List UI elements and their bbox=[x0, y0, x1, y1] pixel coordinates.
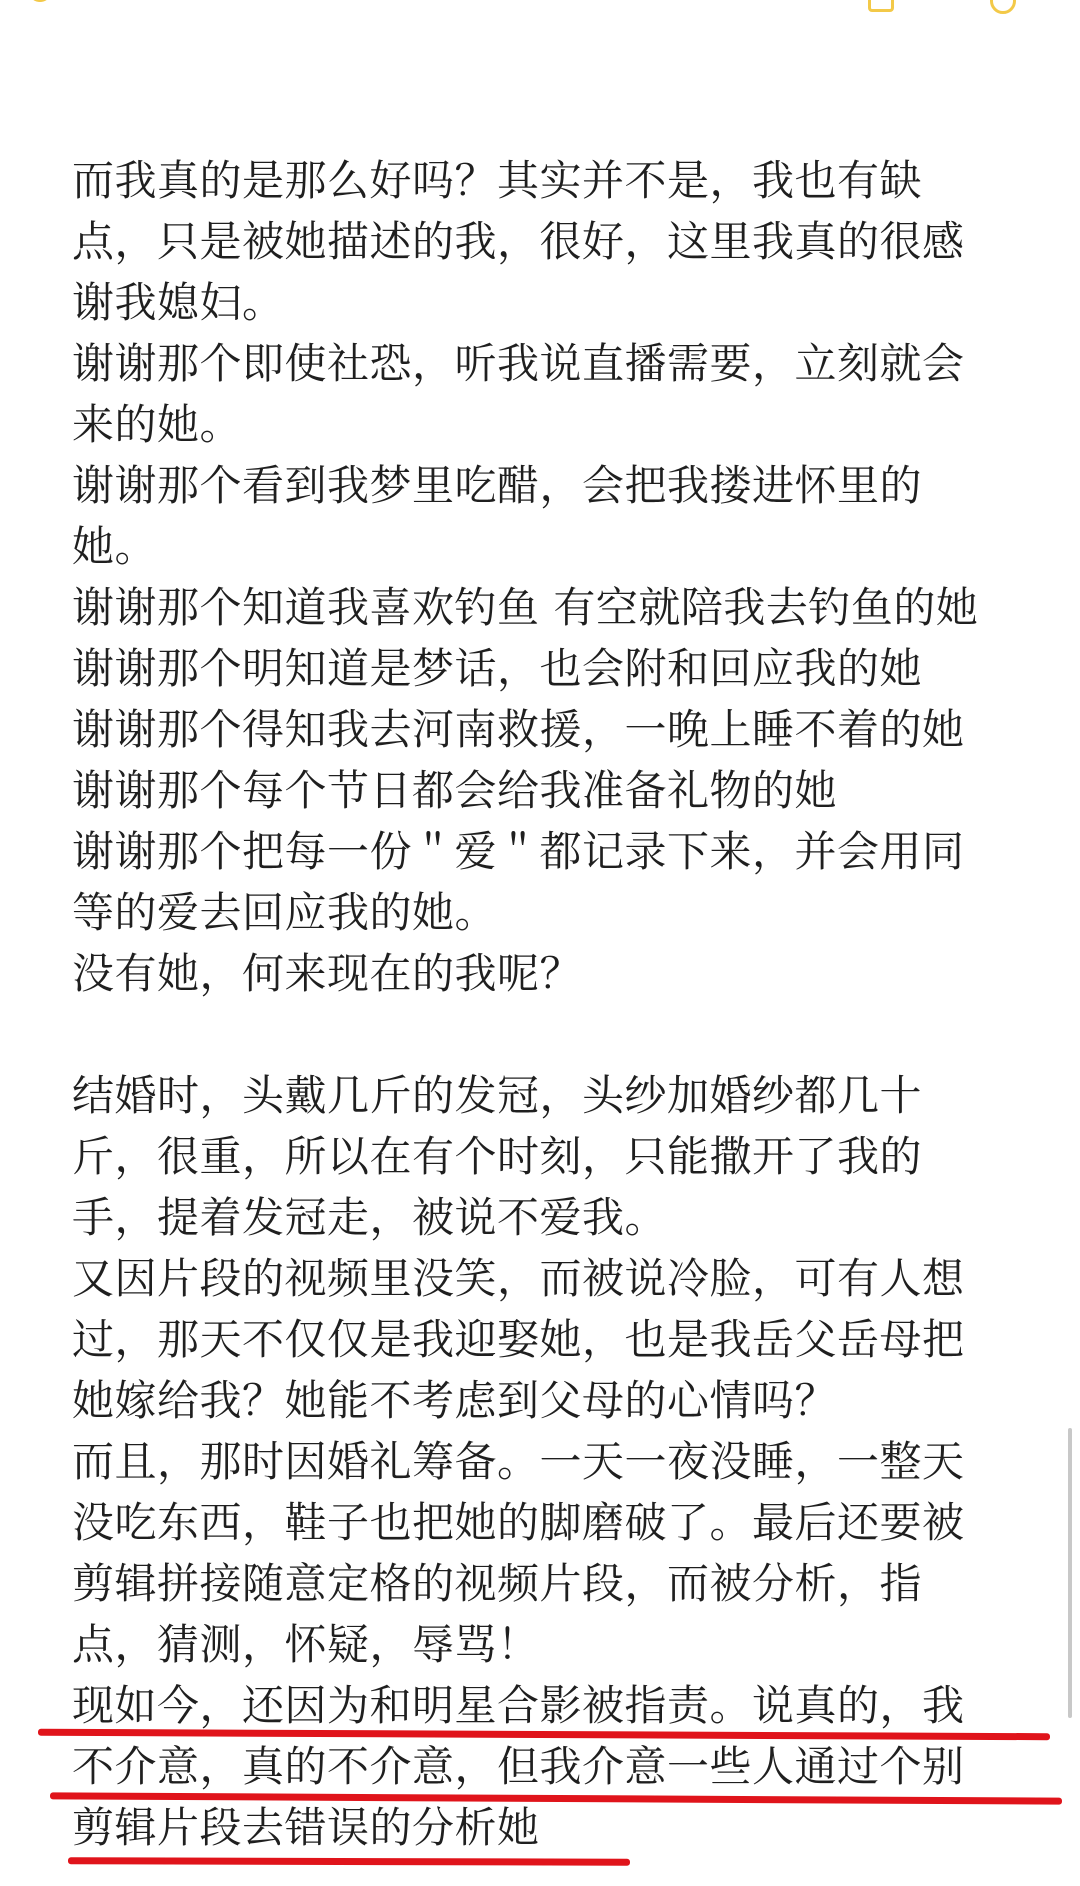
text-line: 过，那天不仅仅是我迎娶她，也是我岳父岳母把 bbox=[72, 1315, 965, 1364]
text-line: 来的她。 bbox=[72, 400, 243, 449]
text-line: 斤，很重，所以在有个时刻，只能撒开了我的 bbox=[72, 1132, 923, 1181]
text-line: 结婚时，头戴几斤的发冠，头纱加婚纱都几十 bbox=[72, 1071, 923, 1120]
text-line: 点，只是被她描述的我，很好，这里我真的很感 bbox=[72, 217, 965, 266]
text-line: 剪辑片段去错误的分析她 bbox=[72, 1803, 540, 1852]
text-line: 谢谢那个看到我梦里吃醋，会把我搂进怀里的 bbox=[72, 461, 923, 510]
text-line: 现如今，还因为和明星合影被指责。说真的，我 bbox=[72, 1681, 965, 1730]
text-line: 没有她，何来现在的我呢？ bbox=[72, 949, 583, 998]
text-line: 谢谢那个明知道是梦话，也会附和回应我的她 bbox=[72, 644, 923, 693]
text-line: 没吃东西，鞋子也把她的脚磨破了。最后还要被 bbox=[72, 1498, 965, 1547]
text-line: 谢谢那个得知我去河南救援，一晚上睡不着的她 bbox=[72, 705, 965, 754]
text-line: 她嫁给我？她能不考虑到父母的心情吗？ bbox=[72, 1376, 838, 1425]
back-icon[interactable] bbox=[28, 0, 52, 2]
more-icon[interactable] bbox=[990, 0, 1016, 14]
article-body bbox=[72, 150, 1032, 1858]
text-line: 剪辑拼接随意定格的视频片段，而被分析，指 bbox=[72, 1559, 923, 1608]
text-line: 谢谢那个把每一份＂爱＂都记录下来，并会用同 bbox=[72, 827, 965, 876]
notes-icon[interactable] bbox=[868, 0, 894, 12]
text-line: 又因片段的视频里没笑，而被说冷脸，可有人想 bbox=[72, 1254, 965, 1303]
text-line: 她。 bbox=[72, 522, 158, 571]
text-line: 谢谢那个每个节日都会给我准备礼物的她 bbox=[72, 766, 838, 815]
text-line: 而且，那时因婚礼筹备。一天一夜没睡，一整天 bbox=[72, 1437, 965, 1486]
red-underline-mark bbox=[68, 1857, 630, 1865]
text-line: 等的爱去回应我的她。 bbox=[72, 888, 498, 937]
scrollbar[interactable] bbox=[1068, 1428, 1072, 1718]
text-line: 而我真的是那么好吗？其实并不是，我也有缺 bbox=[72, 156, 923, 205]
text-line: 谢我媳妇。 bbox=[72, 278, 285, 327]
text-line: 点，猜测，怀疑，辱骂！ bbox=[72, 1620, 540, 1669]
text-line: 谢谢那个即使社恐，听我说直播需要，立刻就会 bbox=[72, 339, 965, 388]
text-line: 手，提着发冠走，被说不爱我。 bbox=[72, 1193, 668, 1242]
text-line: 谢谢那个知道我喜欢钓鱼 有空就陪我去钓鱼的她 bbox=[72, 583, 979, 632]
text-line: 不介意，真的不介意，但我介意一些人通过个别 bbox=[72, 1742, 965, 1791]
paragraph-gap bbox=[72, 1004, 1032, 1065]
top-toolbar bbox=[0, 0, 1080, 20]
